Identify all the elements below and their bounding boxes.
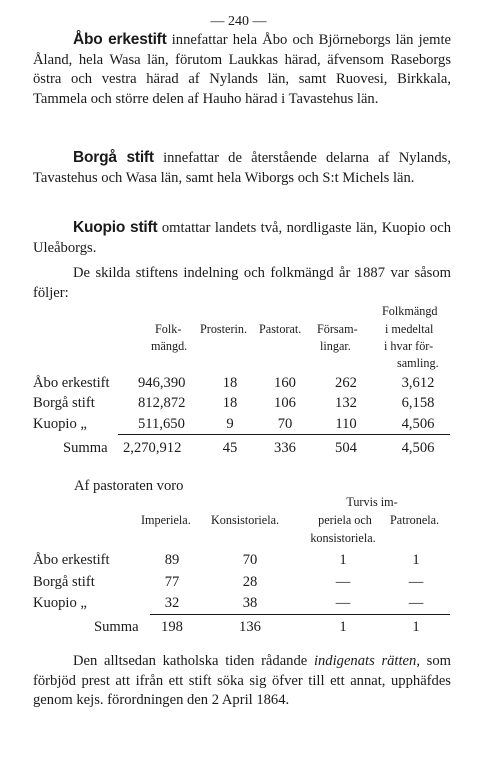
cell-medel: 4,506	[401, 416, 435, 432]
header-turvis-line2: periela och	[318, 513, 372, 527]
header-folkmangd-line3: i hvar för-	[384, 339, 434, 353]
cell-konsistoriela: 38	[242, 595, 258, 611]
header-pastorat: Pastorat.	[259, 322, 302, 336]
cell-turvis: 1	[339, 552, 347, 568]
cell-forsam: 110	[335, 416, 357, 432]
closing-text-before: Den alltsedan katholska tiden rådande	[73, 653, 314, 669]
sum-rule	[118, 434, 450, 435]
cell-pastorat: 70	[277, 416, 293, 432]
row-name: Åbo erkestift	[33, 375, 110, 391]
summa-label: Summa	[63, 440, 108, 456]
header-patronela: Patronela.	[390, 513, 440, 527]
closing-text-after: som förbjöd prest att ifrån ett stift söka sig öfver till ett annat, upphäfdes genom kejs. förordningen den 2 April 1864.	[33, 653, 451, 709]
row-name: Borgå stift	[33, 395, 95, 411]
cell-patronela: —	[408, 574, 424, 590]
header-folkmangd-line4: samling.	[397, 356, 439, 370]
cell-folk: 511,650	[138, 416, 185, 432]
cell-imperiela: 32	[164, 595, 180, 611]
page-number: — 240 —	[210, 14, 267, 29]
summa-konsistoriela: 136	[239, 619, 261, 635]
header-turvis-line3: konsistoriela.	[310, 531, 376, 545]
pastorat-intro: Af pastoraten voro	[74, 478, 184, 494]
cell-imperiela: 89	[164, 552, 180, 568]
summa-prosterin: 45	[222, 440, 238, 456]
cell-medel: 6,158	[401, 395, 435, 411]
cell-turvis: —	[335, 574, 351, 590]
paragraph-closing	[33, 652, 451, 711]
paragraph-intro: De skilda stiftens indelning och folkmängd år 1887 var såsom följer:	[33, 265, 451, 301]
header-turvis-line1: Turvis im-	[346, 495, 398, 509]
cell-patronela: —	[408, 595, 424, 611]
cell-medel: 3,612	[401, 375, 435, 391]
summa-medel: 4,506	[401, 440, 435, 456]
header-forsam-line2: lingar.	[320, 339, 351, 353]
heading-kuopio-stift: Kuopio stift	[73, 219, 158, 236]
cell-patronela: 1	[412, 552, 420, 568]
heading-abo-erkestift: Åbo erkestift	[73, 31, 167, 48]
header-konsistoriela: Konsistoriela.	[211, 513, 280, 527]
cell-prosterin: 18	[222, 395, 238, 411]
header-forsam-line1: Försam-	[317, 322, 358, 336]
cell-prosterin: 18	[222, 375, 238, 391]
cell-imperiela: 77	[164, 574, 180, 590]
paragraph-borga	[33, 148, 451, 188]
summa-patronela: 1	[412, 619, 420, 635]
header-imperiela: Imperiela.	[141, 513, 191, 527]
cell-forsam: 262	[335, 375, 357, 391]
summa-turvis: 1	[339, 619, 347, 635]
cell-folk: 946,390	[138, 375, 186, 391]
cell-pastorat: 106	[274, 395, 296, 411]
cell-prosterin: 9	[226, 416, 234, 432]
summa-forsam: 504	[335, 440, 357, 456]
paragraph-abo-text: innefattar hela Åbo och Björneborgs län jemte Åland, hela Wasa län, förutom Laukkas härad, äfvensom Raseborgs östra och vestra härad af Nylands län, samt Ruovesi, Birkkala, Tammela och större delen af Hauho härad i Tavastehus län.	[33, 32, 451, 107]
header-folk-line2: mängd.	[151, 339, 188, 353]
header-folkmangd-line2: i medeltal	[385, 322, 434, 336]
cell-konsistoriela: 28	[242, 574, 258, 590]
paragraph-borga-text: innefattar de återstående delarna af Nylands, Tavastehus och Wasa län, samt hela Wiborgs och S:t Michels län.	[33, 150, 451, 186]
header-folkmangd-line1: Folkmängd	[382, 304, 438, 318]
summa-pastorat: 336	[274, 440, 296, 456]
row-name: Borgå stift	[33, 574, 95, 590]
summa-label: Summa	[94, 619, 139, 635]
cell-pastorat: 160	[274, 375, 296, 391]
paragraph-kuopio	[33, 218, 451, 258]
closing-italic-term: indigenats rätten,	[313, 653, 420, 669]
header-prosterin: Prosterin.	[200, 322, 248, 336]
summa-imperiela: 198	[161, 619, 183, 635]
cell-forsam: 132	[335, 395, 357, 411]
row-name: Åbo erkestift	[33, 552, 110, 568]
cell-turvis: —	[335, 595, 351, 611]
row-name: Kuopio „	[33, 416, 87, 432]
cell-folk: 812,872	[138, 395, 186, 411]
cell-konsistoriela: 70	[242, 552, 258, 568]
heading-borga-stift: Borgå stift	[73, 149, 154, 166]
summa-folk: 2,270,912	[123, 440, 182, 456]
paragraph-abo	[33, 30, 451, 109]
sum-rule	[150, 614, 450, 615]
row-name: Kuopio „	[33, 595, 87, 611]
paragraph-kuopio-text: omtattar landets två, nordligaste län, Kuopio och Uleåborgs.	[33, 220, 451, 256]
header-folk-line1: Folk-	[155, 322, 182, 336]
